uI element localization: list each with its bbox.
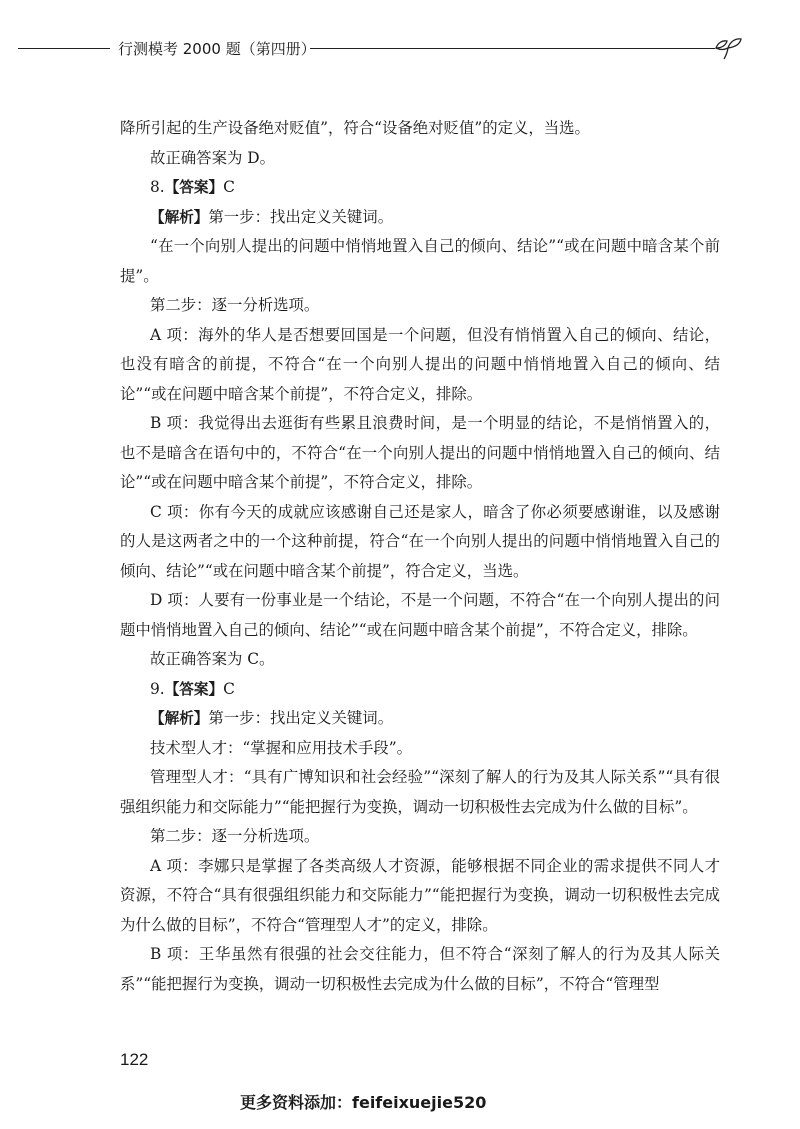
paragraph-text: D 项：人要有一份事业是一个结论，不是一个问题，不符合“在一个向别人提出的问题中悄悄地置入自己的倾向、结论”“或在问题中暗含某个前提”，不符合定义，排除。 xyxy=(120,591,720,639)
bold-label: 【答案】 xyxy=(164,680,224,698)
paragraph xyxy=(120,409,720,498)
paragraph-text: 第一步：找出定义关键词。 xyxy=(208,709,394,727)
sprout-icon xyxy=(708,32,748,60)
question-number: 9. xyxy=(150,679,165,698)
paragraph-text: 故正确答案为 C。 xyxy=(150,650,275,668)
paragraph-text: “在一个向别人提出的问题中悄悄地置入自己的倾向、结论”“或在问题中暗含某个前提”。 xyxy=(120,237,720,285)
paragraph-text: A 项：李娜只是掌握了各类高级人才资源，能够根据不同企业的需求提供不同人才资源，不符合“具有很强组织能力和交际能力”“能把握行为变换，调动一切积极性去完成为什么做的目标”，不符合“管理型人才”的定义，排除。 xyxy=(120,856,720,934)
paragraph-text: 管理型人才：“具有广博知识和社会经验”“深刻了解人的行为及其人际关系”“具有很强组织能力和交际能力”“能把握行为变换，调动一切积极性去完成为什么做的目标”。 xyxy=(120,768,720,816)
page-number: 122 xyxy=(120,1050,149,1069)
paragraph-text: C xyxy=(223,679,235,698)
paragraph xyxy=(120,763,720,822)
paragraph xyxy=(120,144,720,174)
paragraph-text: B 项：王华虽然有很强的社会交往能力，但不符合“深刻了解人的行为及其人际关系”“能把握行为变换，调动一切积极性去完成为什么做的目标”，不符合“管理型 xyxy=(120,945,720,993)
running-header xyxy=(18,36,748,60)
question-number: 8. xyxy=(150,178,165,196)
paragraph xyxy=(120,852,720,941)
paragraph xyxy=(120,173,720,203)
paragraph xyxy=(120,940,720,999)
paragraph xyxy=(120,321,720,410)
paragraph xyxy=(120,291,720,321)
paragraph-text: B 项：我觉得出去逛街有些累且浪费时间，是一个明显的结论，不是悄悄置入的，也不是暗含在语句中的，不符合“在一个向别人提出的问题中悄悄地置入自己的倾向、结论”“或在问题中暗含某个前提”，不符合定义，排除。 xyxy=(120,414,720,491)
paragraph xyxy=(120,498,720,587)
bold-label: 【解析】 xyxy=(150,208,209,226)
paragraph-text: 降所引起的生产设备绝对贬值”，符合“设备绝对贬值”的定义，当选。 xyxy=(120,119,590,137)
footer-note: 更多资料添加：feifeixuejie520 xyxy=(240,1093,487,1112)
bold-label: 【解析】 xyxy=(150,710,209,727)
paragraph-text: A 项：海外的华人是否想要回国是一个问题，但没有悄悄置入自己的倾向、结论，也没有暗含的前提，不符合“在一个向别人提出的问题中悄悄地置入自己的倾向、结论”“或在问题中暗含某个前提”，不符合定义，排除。 xyxy=(120,325,720,403)
paragraph-text: C xyxy=(223,178,235,196)
bold-label: 【答案】 xyxy=(164,179,224,196)
paragraph xyxy=(120,704,720,734)
header-rule-left xyxy=(18,48,110,49)
paragraph-text: C 项：你有今天的成就应该感谢自己还是家人，暗含了你必须要感谢谁，以及感谢的人是这两者之中的一个这种前提，符合“在一个向别人提出的问题中悄悄地置入自己的倾向、结论”“或在问题中暗含某个前提”，符合定义，当选。 xyxy=(120,502,720,580)
paragraph xyxy=(120,232,720,291)
paragraph-text: 第二步：逐一分析选项。 xyxy=(150,296,320,314)
paragraph xyxy=(120,675,720,705)
paragraph xyxy=(120,114,720,144)
header-rule-right xyxy=(310,48,715,49)
page-body xyxy=(120,114,720,999)
paragraph xyxy=(120,822,720,852)
paragraph xyxy=(120,645,720,675)
paragraph-text: 第二步：逐一分析选项。 xyxy=(150,827,320,845)
paragraph-text: 技术型人才：“掌握和应用技术手段”。 xyxy=(150,738,412,757)
paragraph xyxy=(120,203,720,233)
paragraph-text: 故正确答案为 D。 xyxy=(150,148,275,167)
header-title: 行测模考 2000 题（第四册） xyxy=(118,40,316,58)
paragraph xyxy=(120,734,720,764)
paragraph-text: 第一步：找出定义关键词。 xyxy=(208,207,394,226)
paragraph xyxy=(120,586,720,645)
